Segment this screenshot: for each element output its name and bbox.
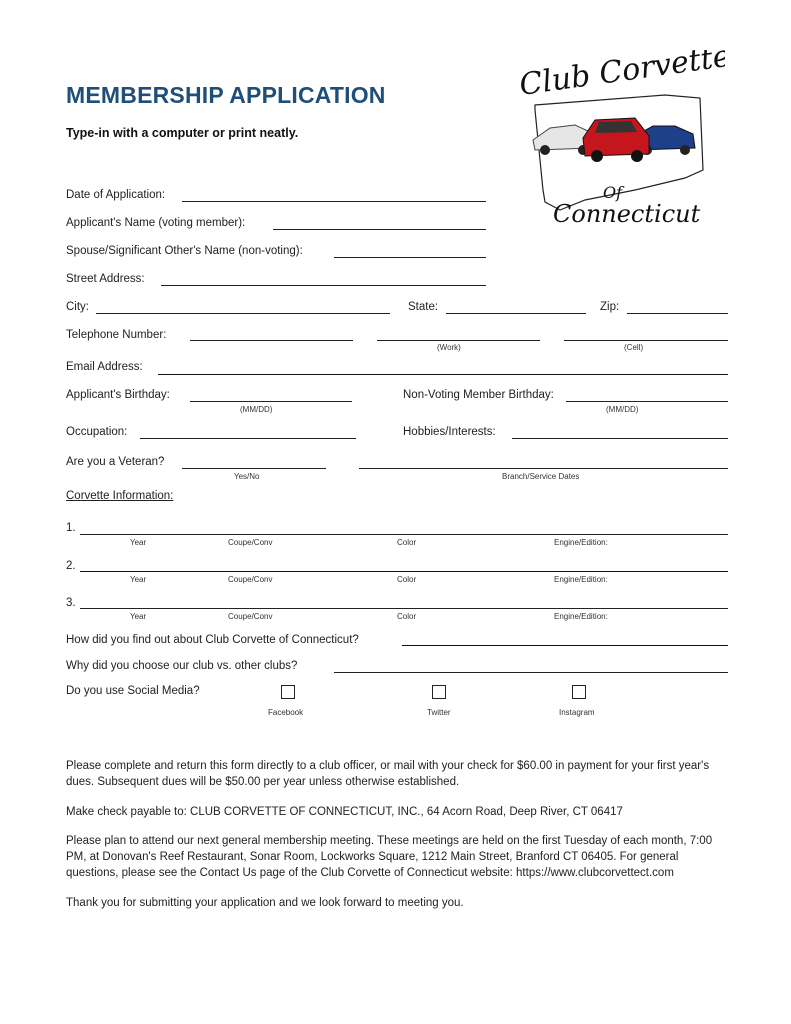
spouse-name-label: Spouse/Significant Other's Name (non-voting): bbox=[66, 245, 303, 257]
page-title: MEMBERSHIP APPLICATION bbox=[66, 82, 386, 108]
corvette-color-caption: Color bbox=[397, 575, 417, 584]
why-choose-label: Why did you choose our club vs. other clubs? bbox=[66, 660, 298, 672]
corvette-engine-caption: Engine/Edition: bbox=[554, 575, 608, 584]
date-of-application-label: Date of Application: bbox=[66, 189, 166, 201]
veteran-label: Are you a Veteran? bbox=[66, 456, 165, 468]
email-label: Email Address: bbox=[66, 361, 143, 373]
street-address-field[interactable] bbox=[161, 285, 486, 286]
corvette-row-number: 3. bbox=[66, 597, 76, 609]
corvette-2-field[interactable] bbox=[80, 571, 728, 572]
telephone-cell-field[interactable] bbox=[564, 340, 728, 341]
zip-field[interactable] bbox=[627, 313, 728, 314]
applicant-birthday-field[interactable] bbox=[190, 401, 352, 402]
social-media-label: Do you use Social Media? bbox=[66, 685, 200, 697]
zip-label: Zip: bbox=[600, 301, 620, 313]
nonvoting-birthday-label: Non-Voting Member Birthday: bbox=[403, 389, 554, 401]
branch-service-caption: Branch/Service Dates bbox=[502, 472, 580, 481]
telephone-cell-caption: (Cell) bbox=[624, 343, 644, 352]
check-payable-paragraph: Make check payable to: CLUB CORVETTE OF CONNECTICUT, INC., 64 Acorn Road, Deep River, CT 06417 bbox=[66, 806, 623, 818]
corvette-color-caption: Color bbox=[397, 612, 417, 621]
twitter-caption: Twitter bbox=[427, 708, 451, 717]
veteran-field[interactable] bbox=[182, 468, 326, 469]
telephone-home-field[interactable] bbox=[190, 340, 353, 341]
logo-text-of: Of bbox=[603, 183, 623, 202]
instagram-caption: Instagram bbox=[559, 708, 595, 717]
hobbies-field[interactable] bbox=[512, 438, 728, 439]
why-choose-field[interactable] bbox=[334, 672, 728, 673]
hobbies-label: Hobbies/Interests: bbox=[403, 426, 496, 438]
corvette-info-heading: Corvette Information: bbox=[66, 490, 174, 502]
telephone-work-caption: (Work) bbox=[437, 343, 461, 352]
street-address-label: Street Address: bbox=[66, 273, 145, 285]
corvette-coupe-caption: Coupe/Conv bbox=[228, 538, 273, 547]
logo-text-connecticut: Connecticut bbox=[553, 200, 701, 228]
corvette-row-number: 1. bbox=[66, 522, 76, 534]
instagram-checkbox[interactable] bbox=[572, 685, 586, 699]
corvette-coupe-caption: Coupe/Conv bbox=[228, 612, 273, 621]
applicant-birthday-caption: (MM/DD) bbox=[240, 405, 273, 414]
page-subtitle: Type-in with a computer or print neatly. bbox=[66, 126, 299, 140]
email-field[interactable] bbox=[158, 374, 728, 375]
state-field[interactable] bbox=[446, 313, 586, 314]
occupation-field[interactable] bbox=[140, 438, 356, 439]
corvette-engine-caption: Engine/Edition: bbox=[554, 612, 608, 621]
club-logo bbox=[515, 50, 725, 240]
corvette-engine-caption: Engine/Edition: bbox=[554, 538, 608, 547]
thank-you-paragraph: Thank you for submitting your application and we look forward to meeting you. bbox=[66, 897, 464, 909]
corvette-3-field[interactable] bbox=[80, 608, 728, 609]
corvette-coupe-caption: Coupe/Conv bbox=[228, 575, 273, 584]
applicant-name-label: Applicant's Name (voting member): bbox=[66, 217, 246, 229]
date-of-application-field[interactable] bbox=[182, 201, 486, 202]
corvette-row-number: 2. bbox=[66, 560, 76, 572]
city-field[interactable] bbox=[96, 313, 390, 314]
applicant-birthday-label: Applicant's Birthday: bbox=[66, 389, 170, 401]
corvette-year-caption: Year bbox=[130, 612, 147, 621]
corvette-1-field[interactable] bbox=[80, 534, 728, 535]
find-out-field[interactable] bbox=[402, 645, 728, 646]
applicant-name-field[interactable] bbox=[273, 229, 486, 230]
corvette-color-caption: Color bbox=[397, 538, 417, 547]
logo-text-club: Club Corvette bbox=[517, 50, 725, 103]
occupation-label: Occupation: bbox=[66, 426, 128, 438]
nonvoting-birthday-field[interactable] bbox=[566, 401, 728, 402]
meeting-paragraph: Please plan to attend our next general membership meeting. These meetings are held on the first Tuesday of each month, 7:00 PM, at Donovan's Reef Restaurant, Sonar Room, Lockworks Square, 1212 Main Street, Branford CT 06405. For general questions, please see the Contact Us page of the Club Corvette of Connecticut website: https://www.clubcorvettect.com bbox=[66, 835, 713, 879]
facebook-checkbox[interactable] bbox=[281, 685, 295, 699]
state-label: State: bbox=[408, 301, 439, 313]
veteran-caption: Yes/No bbox=[234, 472, 260, 481]
branch-service-field[interactable] bbox=[359, 468, 728, 469]
city-label: City: bbox=[66, 301, 89, 313]
telephone-label: Telephone Number: bbox=[66, 329, 167, 341]
telephone-work-field[interactable] bbox=[377, 340, 540, 341]
facebook-caption: Facebook bbox=[268, 708, 304, 717]
spouse-name-field[interactable] bbox=[334, 257, 486, 258]
corvette-year-caption: Year bbox=[130, 575, 147, 584]
find-out-label: How did you find out about Club Corvette of Connecticut? bbox=[66, 634, 359, 646]
nonvoting-birthday-caption: (MM/DD) bbox=[606, 405, 639, 414]
red-corvette-image bbox=[583, 118, 649, 162]
twitter-checkbox[interactable] bbox=[432, 685, 446, 699]
corvette-year-caption: Year bbox=[130, 538, 147, 547]
club-logo-graphic bbox=[515, 50, 725, 240]
dues-paragraph: Please complete and return this form directly to a club officer, or mail with your check for $60.00 in payment for your first year's dues. Subsequent dues will be $50.00 per year unless otherwise established. bbox=[66, 760, 710, 788]
